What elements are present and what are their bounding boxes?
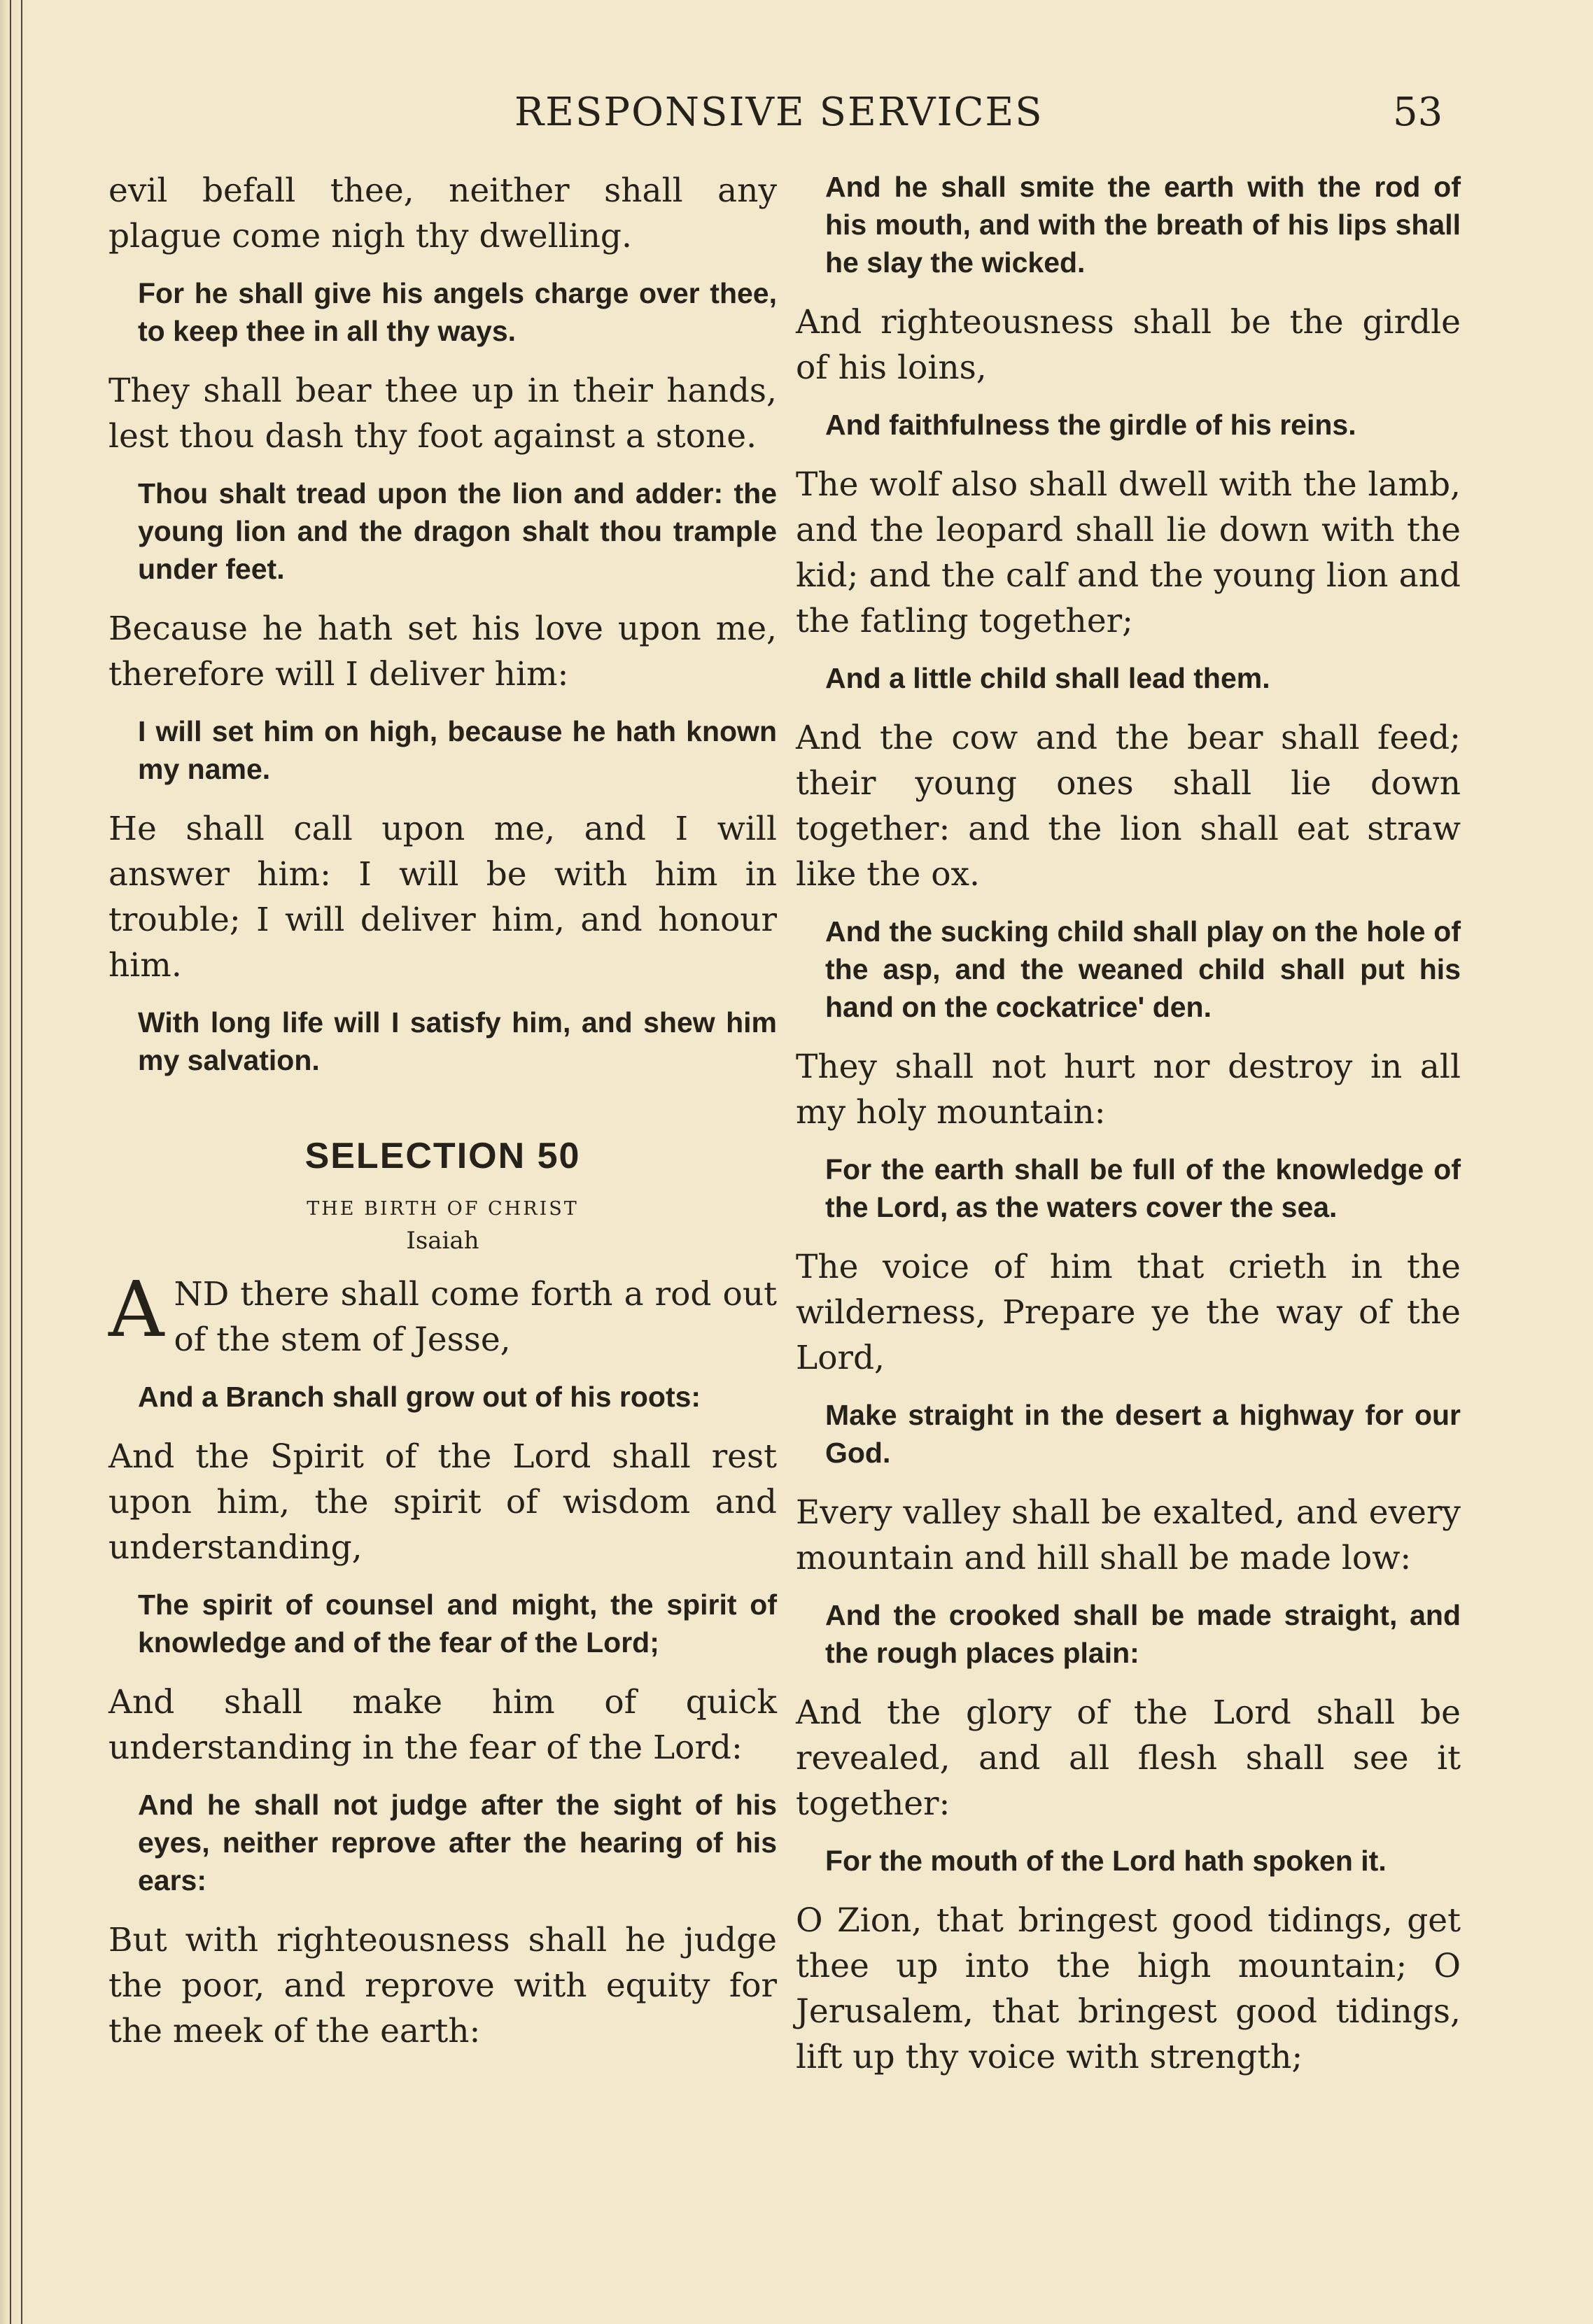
minister-verse: And the glory of the Lord shall be revealed, and all flesh shall see it together:: [796, 1693, 1461, 1823]
running-title: RESPONSIVE SERVICES: [514, 90, 1044, 135]
page-number: 53: [1393, 90, 1443, 135]
people-response: And he shall not judge after the sight of his eyes, neither reprove after the hearing of his ears:: [138, 1789, 777, 1896]
people-response: I will set him on high, because he hath known my name.: [138, 715, 777, 785]
people-response: For the earth shall be full of the knowledge of the Lord, as the waters cover the sea.: [825, 1153, 1461, 1223]
people-response: And he shall smite the earth with the rod of his mouth, and with the breath of his lips shall he slay the wicked.: [825, 171, 1461, 279]
drop-cap: A: [108, 1265, 164, 1354]
minister-verse: He shall call upon me, and I will answer him: I will be with him in trouble; I will deliver him, and honour him.: [108, 810, 777, 985]
first-verse-text: ND there shall come forth a rod out of the stem of Jesse,: [174, 1275, 777, 1359]
people-response: Make straight in the desert a highway for our God.: [825, 1399, 1461, 1469]
minister-verse: But with righteousness shall he judge the poor, and reprove with equity for the meek of the earth:: [108, 1921, 777, 2050]
page-gutter-shadow: [0, 0, 31, 2324]
people-response: For the mouth of the Lord hath spoken it.: [825, 1845, 1387, 1877]
minister-verse: The voice of him that crieth in the wilderness, Prepare ye the way of the Lord,: [796, 1248, 1461, 1377]
right-column: [796, 168, 1461, 2095]
minister-verse: And the cow and the bear shall feed; their young ones shall lie down together: and the lion shall eat straw like the ox.: [796, 719, 1461, 894]
selection-heading: SELECTION 50: [304, 1136, 581, 1176]
minister-verse: The wolf also shall dwell with the lamb, and the leopard shall lie down with the kid; and the calf and the young lion and the fatling together;: [796, 465, 1461, 640]
people-response: And a Branch shall grow out of his roots:: [138, 1381, 701, 1413]
minister-verse: And shall make him of quick understanding in the fear of the Lord:: [108, 1683, 777, 1767]
first-verse: [108, 1265, 777, 1362]
people-response: And the crooked shall be made straight, and the rough places plain:: [825, 1599, 1461, 1669]
people-response: And a little child shall lead them.: [825, 662, 1270, 694]
people-response: And the sucking child shall play on the hole of the asp, and the weaned child shall put his hand on the cockatrice' den.: [825, 915, 1461, 1023]
people-response: The spirit of counsel and might, the spirit of knowledge and of the fear of the Lord;: [138, 1589, 777, 1659]
minister-verse: And the Spirit of the Lord shall rest upon him, the spirit of wisdom and understanding,: [108, 1437, 777, 1567]
left-column: [108, 168, 777, 2069]
binding-rule: [10, 0, 11, 2324]
minister-verse: Every valley shall be exalted, and every mountain and hill shall be made low:: [796, 1493, 1461, 1577]
binding-rule: [21, 0, 22, 2324]
minister-verse: Because he hath set his love upon me, therefore will I deliver him:: [108, 610, 777, 693]
people-response: Thou shalt tread upon the lion and adder: the young lion and the dragon shalt thou trample under feet.: [138, 477, 777, 585]
page-header: [0, 90, 1593, 146]
minister-verse: evil befall thee, neither shall any plague come nigh thy dwelling.: [108, 171, 777, 255]
selection-subtitle: THE BIRTH OF CHRIST: [307, 1198, 579, 1220]
selection-book: Isaiah: [406, 1227, 479, 1255]
people-response: And faithfulness the girdle of his reins.: [825, 409, 1356, 441]
people-response: For he shall give his angels charge over thee, to keep thee in all thy ways.: [138, 277, 777, 347]
minister-verse: And righteousness shall be the girdle of his loins,: [796, 303, 1461, 387]
minister-verse: They shall bear thee up in their hands, lest thou dash thy foot against a stone.: [108, 372, 777, 456]
minister-verse: O Zion, that bringest good tidings, get thee up into the high mountain; O Jerusalem, that bringest good tidings, lift up thy voice with strength;: [796, 1901, 1461, 2076]
minister-verse: They shall not hurt nor destroy in all my holy mountain:: [796, 1048, 1461, 1132]
people-response: With long life will I satisfy him, and shew him my salvation.: [138, 1006, 777, 1076]
